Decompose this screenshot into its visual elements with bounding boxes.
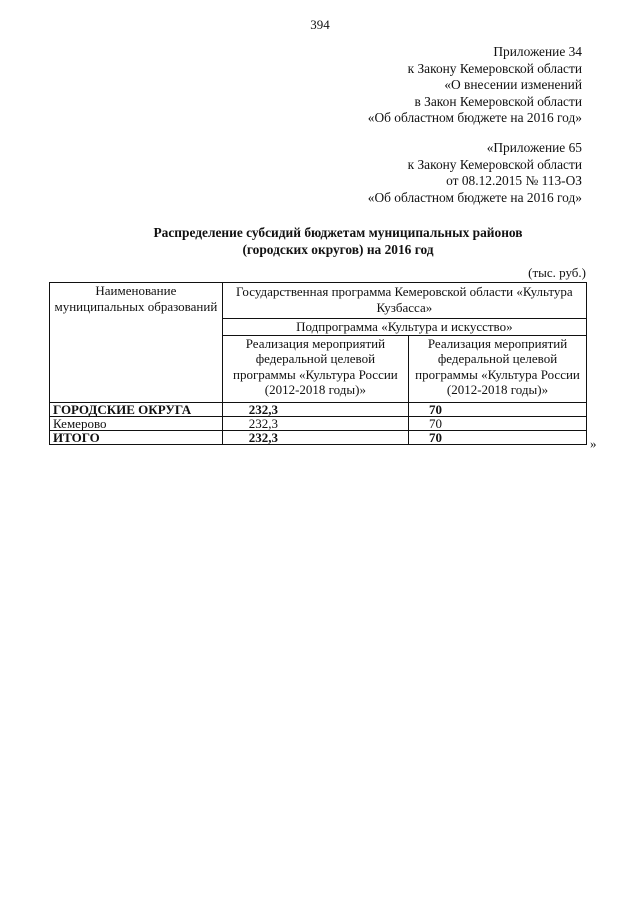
row-name: Кемерово [50, 416, 223, 430]
header-municipality-name: Наименование муниципальных образований [50, 283, 223, 403]
original-appendix-header-line: от 08.12.2015 № 113-ОЗ [446, 173, 582, 188]
original-appendix-header-line: к Закону Кемеровской области [407, 156, 582, 172]
appendix-header-line: к Закону Кемеровской области [407, 60, 582, 76]
table-row [50, 430, 587, 444]
subsidy-table [49, 282, 587, 445]
table-row [50, 416, 587, 430]
appendix-header-line: «О внесении изменений [444, 77, 582, 92]
closing-quote: » [590, 436, 597, 451]
original-appendix-header-line: «Приложение 65 [486, 140, 582, 155]
row-value-2: 70 [409, 430, 587, 444]
page-number: 394 [310, 17, 330, 32]
header-subprogram: Подпрограмма «Культура и искусство» [222, 319, 586, 336]
document-title-line: (городских округов) на 2016 год [242, 241, 434, 257]
document-title-line: Распределение субсидий бюджетам муниципальных районов [153, 225, 523, 240]
row-value-1: 232,3 [222, 430, 408, 444]
header-column-1: Реализация мероприятий федеральной целевой программы «Культура России (2012-2018 годы)» [222, 335, 408, 402]
row-value-1: 232,3 [222, 416, 408, 430]
row-name: ГОРОДСКИЕ ОКРУГА [50, 402, 223, 416]
original-appendix-header-line: «Об областном бюджете на 2016 год» [367, 189, 582, 205]
appendix-header [368, 44, 582, 127]
original-appendix-header [368, 140, 582, 206]
row-value-2: 70 [409, 416, 587, 430]
row-value-1: 232,3 [222, 402, 408, 416]
row-value-2: 70 [409, 402, 587, 416]
units-label: (тыс. руб.) [528, 265, 586, 280]
appendix-header-line: в Закон Кемеровской области [414, 93, 582, 109]
header-state-program: Государственная программа Кемеровской области «Культура Кузбасса» [222, 283, 586, 319]
row-name: ИТОГО [50, 430, 223, 444]
appendix-header-line: Приложение 34 [493, 44, 582, 59]
header-column-2: Реализация мероприятий федеральной целевой программы «Культура России (2012-2018 годы)» [409, 335, 587, 402]
appendix-header-line: «Об областном бюджете на 2016 год» [367, 110, 582, 125]
table-row [50, 402, 587, 416]
document-title [88, 225, 588, 258]
